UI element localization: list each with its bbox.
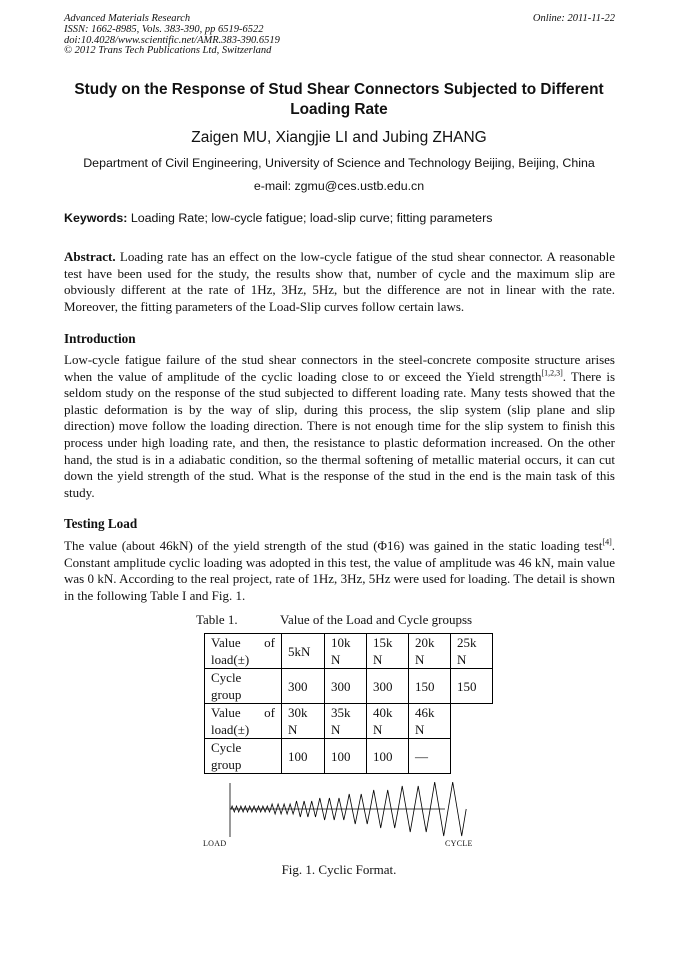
abstract-label: Abstract.: [64, 249, 116, 264]
table-caption: [196, 612, 473, 628]
abstract-text: Loading rate has an effect on the low-cycle fatigue of the stud shear connector. A reasonable test have been used for the study, the results show that, number of cycle and the maximum slip are obviously different at the rate of 1Hz, 3Hz, 5Hz, but the difference are not in linear with the rate. Moreover, the fitting parameters of the Load-Slip curves follow certain laws.: [64, 249, 615, 314]
issn-line: ISSN: 1662-8985, Vols. 383-390, pp 6519-6522: [64, 23, 264, 35]
keywords-text: Loading Rate; low-cycle fatigue; load-slip curve; fitting parameters: [130, 211, 493, 225]
cycle-axis-label: CYCLE: [445, 839, 473, 848]
table-cell: 15k N: [367, 634, 409, 669]
journal-header: [64, 14, 615, 57]
table-cell: 100: [325, 739, 367, 774]
cyclic-loading-diagram: [200, 782, 480, 842]
email: e-mail: zgmu@ces.ustb.edu.cn: [253, 179, 425, 193]
testing-load-heading: Testing Load: [64, 516, 138, 531]
table-caption-text: Value of the Load and Cycle groupss: [280, 612, 473, 627]
table-cell: 300: [367, 669, 409, 704]
table-cell: 46k N: [409, 704, 451, 739]
table-cell: 300: [325, 669, 367, 704]
table-cell: 30k N: [282, 704, 325, 739]
row-header: Cycle group: [205, 739, 282, 774]
intro-text-a: Low-cycle fatigue failure of the stud shear connectors in the steel-concrete composite structure arises when the value of amplitude of the cyclic loading close to or exceed the Yield strength: [64, 352, 615, 384]
table-cell: 150: [409, 669, 451, 704]
row-header: Cycle group: [205, 669, 282, 704]
online-date: Online: 2011-11-22: [532, 13, 615, 24]
table-cell: 5kN: [282, 634, 325, 669]
test-text-a: The value (about 46kN) of the yield strength of the stud (Φ16) was gained in the static loading test: [64, 538, 603, 553]
authors: Zaigen MU, Xiangjie LI and Jubing ZHANG: [191, 129, 487, 146]
empty-cell: [451, 739, 493, 774]
doi-line: doi:10.4028/www.scientific.net/AMR.383-390.6519: [64, 34, 280, 46]
copyright-line: © 2012 Trans Tech Publications Ltd, Switzerland: [64, 45, 272, 57]
table-cell: 25k N: [451, 634, 493, 669]
intro-text-b: . There is seldom study on the response of the stud subjected to different loading rate. Many tests showed that the plastic deformation is by the way of slip, during this process, the slip system (slip plane and slip direction) move follow the loading direction. There is not enough time for the slip system to finish this process under high loading rate, and then, the resistance to plastic deformation increased. On the other hand, the stud is in a adiabatic condition, so the thermal softening of metallic material occurs, it can cut down the yield strength of the stud. What is the response of the stud in the end is the main task of this study.: [64, 368, 615, 500]
load-axis-label: LOAD: [203, 839, 227, 848]
cyclic-format-figure: [200, 782, 480, 847]
test-citation: [4]: [602, 537, 612, 547]
table-row: [205, 704, 493, 739]
affiliation: Department of Civil Engineering, University of Science and Technology Beijing, Beijing, China: [83, 156, 595, 170]
table-cell: 10k N: [325, 634, 367, 669]
load-cycle-table: [204, 633, 493, 774]
keywords-label: Keywords:: [64, 211, 128, 225]
table-caption-number: Table 1.: [196, 612, 238, 627]
table-cell: 300: [282, 669, 325, 704]
table-cell: 20k N: [409, 634, 451, 669]
journal-name: Advanced Materials Research: [64, 13, 191, 24]
table-row: [205, 739, 493, 774]
introduction-heading: Introduction: [64, 331, 136, 346]
table-cell: 100: [282, 739, 325, 774]
table-cell: —: [409, 739, 451, 774]
table-cell: 40k N: [367, 704, 409, 739]
figure-caption: Fig. 1. Cyclic Format.: [281, 862, 397, 877]
keywords: [64, 211, 615, 225]
table-row: [205, 634, 493, 669]
table-cell: 35k N: [325, 704, 367, 739]
introduction-text: [64, 352, 615, 501]
table-row: [205, 669, 493, 704]
abstract: [64, 249, 615, 315]
intro-citation: [1,2,3]: [541, 368, 563, 378]
row-header: Value of load(±): [205, 704, 282, 739]
table-cell: 150: [451, 669, 493, 704]
testing-load-text: [64, 538, 615, 604]
test-text-b: . Constant amplitude cyclic loading was adopted in this test, the value of amplitude was 46 kN, main value was 0 kN. According to the real project, rate of 1Hz, 3Hz, 5Hz were used for loading. The detail is shown in the following Table I and Fig. 1.: [64, 538, 615, 603]
empty-cell: [451, 704, 493, 739]
row-header: Value of load(±): [205, 634, 282, 669]
table-cell: 100: [367, 739, 409, 774]
paper-title: Study on the Response of Stud Shear Connectors Subjected to Different Loading Rate: [74, 81, 604, 118]
